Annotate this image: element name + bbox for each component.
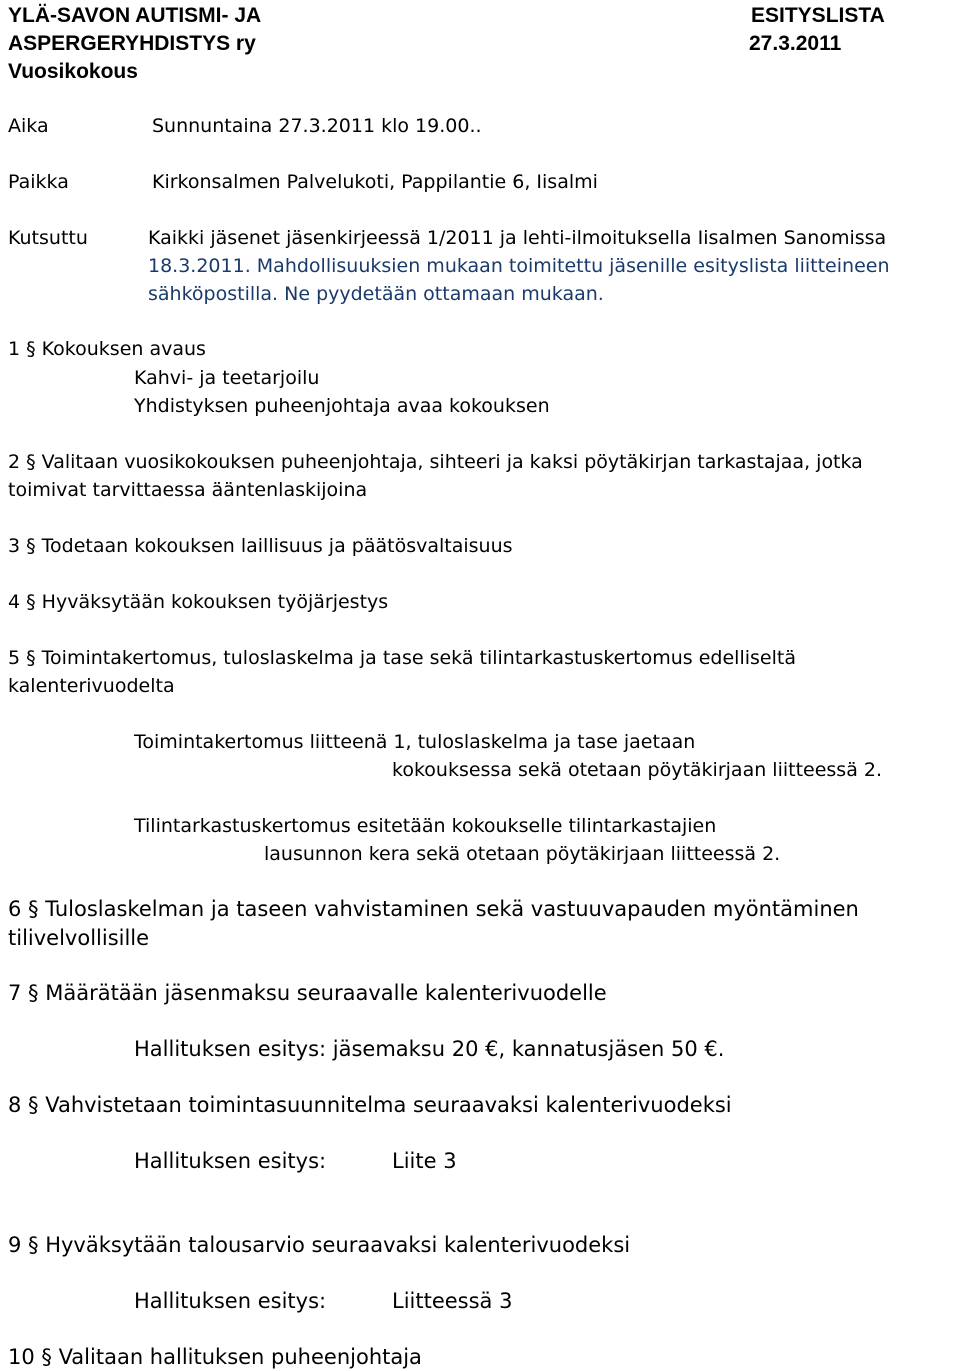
section-5-title-line1: 5 § Toimintakertomus, tuloslaskelma ja tase sekä tilintarkastuskertomus edelliseltä: [8, 647, 796, 669]
section-4-title: 4 § Hyväksytään kokouksen työjärjestys: [8, 591, 389, 613]
section-5-note-a2: kokouksessa sekä otetaan pöytäkirjaan liitteessä 2.: [392, 759, 883, 781]
time-label: Aika: [8, 115, 49, 137]
section-8-proposal-value: Liite 3: [392, 1149, 457, 1173]
invited-label: Kutsuttu: [8, 227, 88, 249]
meeting-type: Vuosikokous: [8, 60, 138, 83]
section-2-title-line2: toimivat tarvittaessa ääntenlaskijoina: [8, 479, 368, 501]
section-5-title-line2: kalenterivuodelta: [8, 675, 175, 697]
document-date: 27.3.2011: [749, 32, 842, 55]
time-value: Sunnuntaina 27.3.2011 klo 19.00..: [152, 115, 482, 137]
section-3-title: 3 § Todetaan kokouksen laillisuus ja päätösvaltaisuus: [8, 535, 513, 557]
section-6-title-line2: tilivelvollisille: [8, 926, 150, 950]
place-label: Paikka: [8, 171, 69, 193]
section-6-title-line1: 6 § Tuloslaskelman ja taseen vahvistaminen sekä vastuuvapauden myöntäminen: [8, 897, 859, 921]
section-9-proposal-value: Liitteessä 3: [392, 1289, 513, 1313]
section-10-title: 10 § Valitaan hallituksen puheenjohtaja: [8, 1345, 422, 1369]
invited-line2: 18.3.2011. Mahdollisuuksien mukaan toimitettu jäsenille esityslista liitteineen: [148, 255, 890, 277]
invited-line3: sähköpostilla. Ne pyydetään ottamaan mukaan.: [148, 283, 604, 305]
document-type: ESITYSLISTA: [751, 4, 885, 27]
section-9-proposal-label: Hallituksen esitys:: [134, 1289, 327, 1313]
section-1-item-a: Kahvi- ja teetarjoilu: [134, 367, 320, 389]
place-value: Kirkonsalmen Palvelukoti, Pappilantie 6, Iisalmi: [152, 171, 598, 193]
section-7-title: 7 § Määrätään jäsenmaksu seuraavalle kalenterivuodelle: [8, 981, 607, 1005]
section-9-title: 9 § Hyväksytään talousarvio seuraavaksi kalenterivuodeksi: [8, 1233, 631, 1257]
section-5-note-b1: Tilintarkastuskertomus esitetään kokoukselle tilintarkastajien: [134, 815, 717, 837]
org-name-line2: ASPERGERYHDISTYS ry: [8, 32, 256, 55]
section-8-title: 8 § Vahvistetaan toimintasuunnitelma seuraavaksi kalenterivuodeksi: [8, 1093, 732, 1117]
section-1-title: 1 § Kokouksen avaus: [8, 338, 206, 360]
section-2-title-line1: 2 § Valitaan vuosikokouksen puheenjohtaja, sihteeri ja kaksi pöytäkirjan tarkastajaa, jotka: [8, 451, 863, 473]
section-5-note-b2: lausunnon kera sekä otetaan pöytäkirjaan liitteessä 2.: [264, 843, 781, 865]
org-name-line1: YLÄ-SAVON AUTISMI- JA: [8, 4, 262, 27]
section-7-proposal: Hallituksen esitys: jäsemaksu 20 €, kannatusjäsen 50 €.: [134, 1037, 725, 1061]
section-5-note-a1: Toimintakertomus liitteenä 1, tuloslaskelma ja tase jaetaan: [134, 731, 696, 753]
section-1-item-b: Yhdistyksen puheenjohtaja avaa kokouksen: [134, 395, 550, 417]
invited-line1: Kaikki jäsenet jäsenkirjeessä 1/2011 ja lehti-ilmoituksella Iisalmen Sanomissa: [148, 227, 887, 249]
section-8-proposal-label: Hallituksen esitys:: [134, 1149, 327, 1173]
